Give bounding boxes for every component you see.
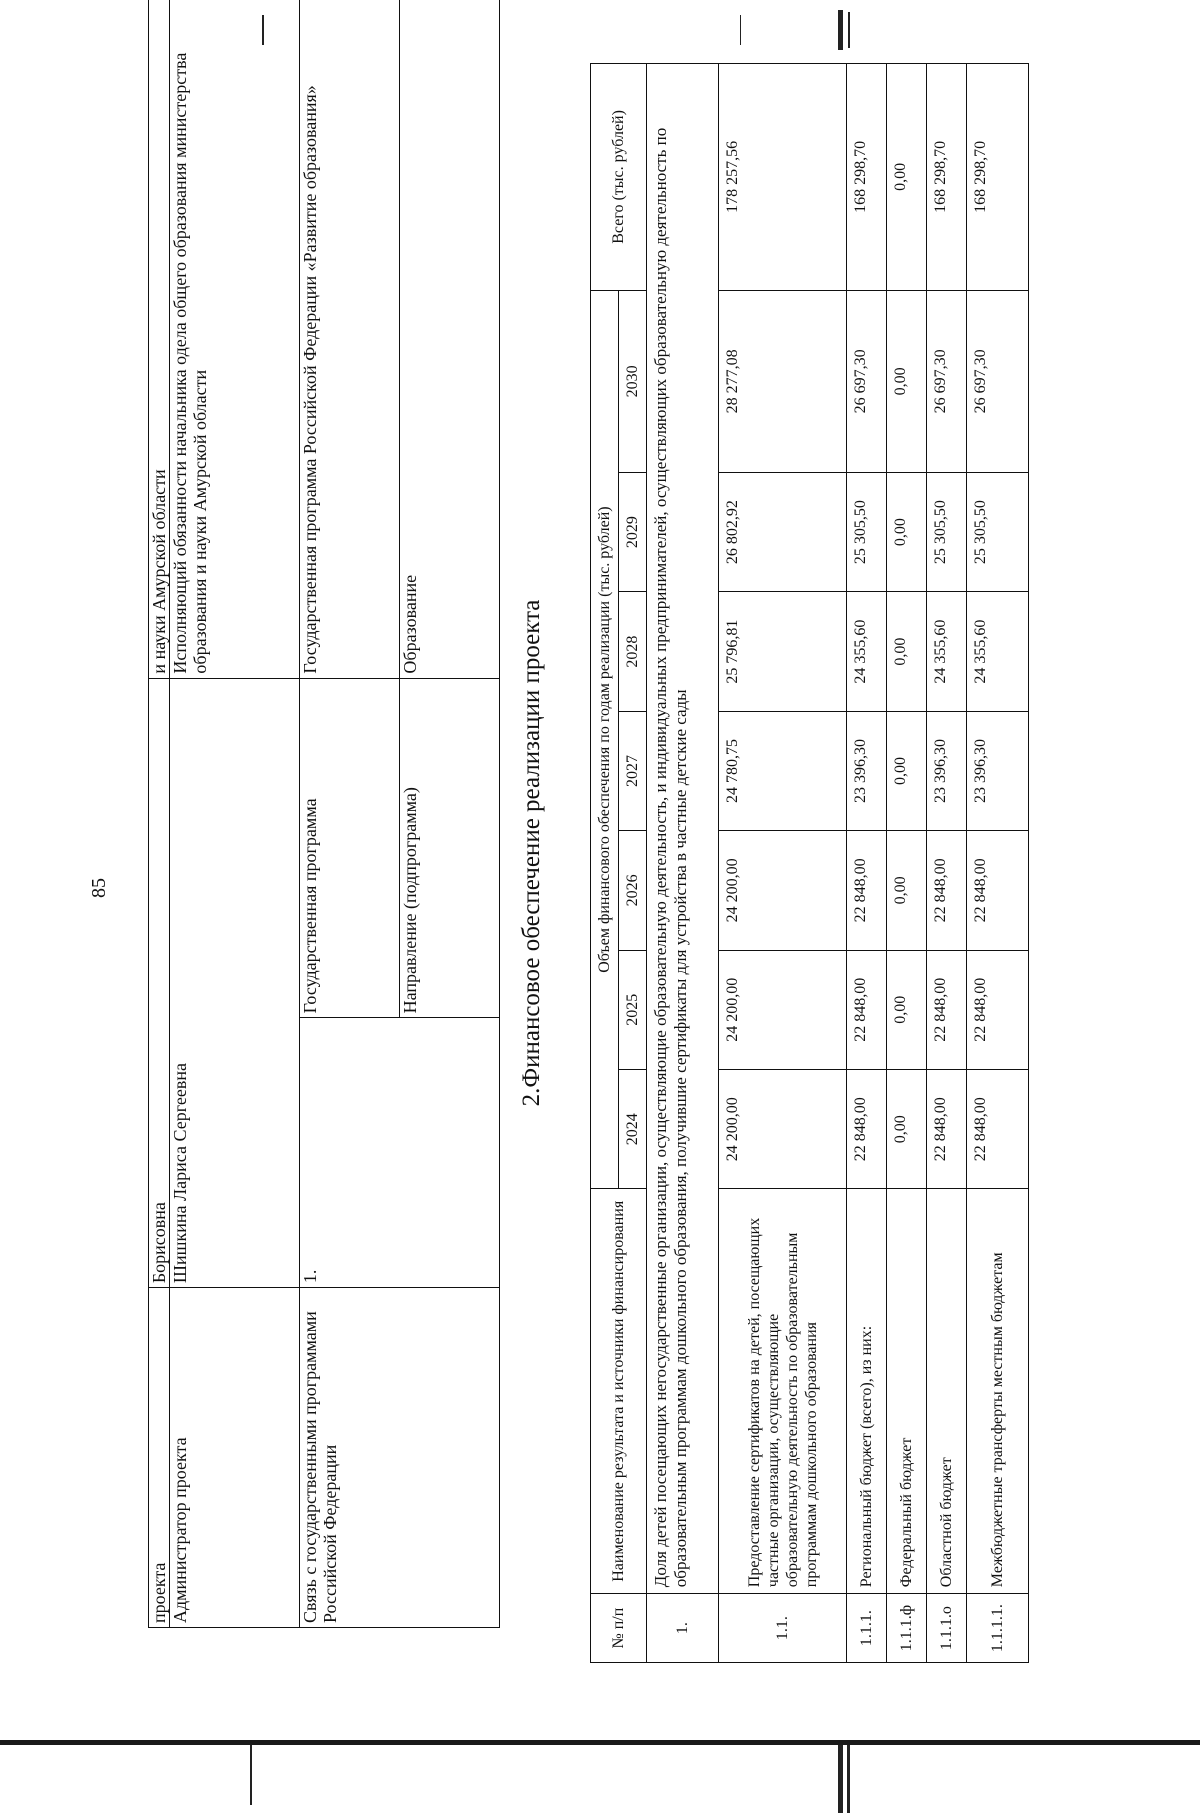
page-number: 85 — [88, 878, 110, 898]
info-role: и науки Амурской области — [149, 0, 170, 678]
header-volume: Объем финансового обеспечения по годам реализации (тыс. рублей) — [591, 290, 619, 1189]
row-value: 0,00 — [887, 1069, 927, 1188]
row-value: 0,00 — [887, 950, 927, 1069]
row-value: 22 848,00 — [927, 950, 967, 1069]
row-value: 24 355,60 — [967, 592, 1029, 711]
row-value: 26 697,30 — [847, 290, 887, 472]
table-row — [847, 64, 887, 1663]
row-value: 22 848,00 — [967, 831, 1029, 950]
row-no: 1.1.1. — [847, 1594, 887, 1663]
row-value: 24 200,00 — [719, 1069, 847, 1188]
row-value: 22 848,00 — [847, 1069, 887, 1188]
table-row — [927, 64, 967, 1663]
table-row — [967, 64, 1029, 1663]
row-value: 24 780,75 — [719, 711, 847, 830]
section-row — [647, 64, 719, 1663]
year-header: 2028 — [619, 592, 647, 711]
info-role: Исполняющий обязанности начальника одела общего образования министерства образования и науки Амурской области — [170, 0, 300, 678]
table-row — [149, 0, 170, 1628]
row-value: 22 848,00 — [967, 1069, 1029, 1188]
row-value: 23 396,30 — [927, 711, 967, 830]
row-value: 24 200,00 — [719, 831, 847, 950]
direction-value: Образование — [400, 0, 500, 678]
row-value: 23 396,30 — [847, 711, 887, 830]
row-no: 1.1.1.о — [927, 1594, 967, 1663]
row-no: 1.1.1.1. — [967, 1594, 1029, 1663]
row-value: 22 848,00 — [847, 950, 887, 1069]
info-name: Борисовна — [149, 678, 170, 1288]
header-row — [591, 64, 619, 1663]
row-value: 23 396,30 — [967, 711, 1029, 830]
direction-label: Направление (подпрограмма) — [400, 678, 500, 1018]
row-total: 168 298,70 — [927, 64, 967, 291]
row-value: 22 848,00 — [967, 950, 1029, 1069]
row-value: 26 697,30 — [967, 290, 1029, 472]
row-name: Межбюджетные трансферты местным бюджетам — [967, 1189, 1029, 1594]
row-total: 168 298,70 — [847, 64, 887, 291]
row-value: 0,00 — [887, 472, 927, 591]
row-value: 28 277,08 — [719, 290, 847, 472]
row-total: 0,00 — [887, 64, 927, 291]
table-row — [300, 0, 400, 1628]
row-value: 22 848,00 — [927, 831, 967, 950]
row-value: 25 796,81 — [719, 592, 847, 711]
info-label: проекта — [149, 1288, 170, 1628]
row-value: 24 200,00 — [719, 950, 847, 1069]
header-name: Наименование результата и источники финансирования — [591, 1189, 647, 1594]
row-value: 26 697,30 — [927, 290, 967, 472]
row-total: 168 298,70 — [967, 64, 1029, 291]
table-row — [170, 0, 300, 1628]
info-name: Шишкина Лариса Сергеевна — [170, 678, 300, 1288]
row-value: 24 355,60 — [927, 592, 967, 711]
table-row — [719, 64, 847, 1663]
header-no: № п/п — [591, 1594, 647, 1663]
project-info-table — [148, 0, 500, 1628]
year-header: 2030 — [619, 290, 647, 472]
row-value: 25 305,50 — [847, 472, 887, 591]
program-label: Государственная программа — [300, 678, 400, 1018]
finance-table — [590, 63, 1029, 1663]
row-no: 1. — [647, 1594, 719, 1663]
header-total: Всего (тыс. рублей) — [591, 64, 647, 291]
year-header: 2027 — [619, 711, 647, 830]
row-no: 1.1. — [719, 1594, 847, 1663]
row-value: 24 355,60 — [847, 592, 887, 711]
row-name: Областной бюджет — [927, 1189, 967, 1594]
year-header: 2026 — [619, 831, 647, 950]
row-value: 0,00 — [887, 592, 927, 711]
table-row — [887, 64, 927, 1663]
row-total: 178 257,56 — [719, 64, 847, 291]
year-header: 2025 — [619, 950, 647, 1069]
section-title: 2.Финансовое обеспечение реализации проекта — [518, 599, 545, 1107]
section-text: Доля детей посещающих негосударственные организации, осуществляющие образовательную деятельность, и индивидуальных предпринимателей, осуществляющих образовательную деятельность по образовательным программам дошкольного образования, получившие сертификаты для устройства в частные детские сады — [647, 64, 719, 1594]
row-value: 26 802,92 — [719, 472, 847, 591]
row-value: 25 305,50 — [967, 472, 1029, 591]
year-header: 2029 — [619, 472, 647, 591]
row-value: 22 848,00 — [847, 831, 887, 950]
link-label: Связь с государственными программами Российской Федерации — [300, 1288, 500, 1628]
row-value: 0,00 — [887, 831, 927, 950]
year-header: 2024 — [619, 1069, 647, 1188]
row-name: Предоставление сертификатов на детей, посещающих частные организации, осуществляющие образовательную деятельность по образовательным программам дошкольного образования — [719, 1189, 847, 1594]
row-value: 0,00 — [887, 711, 927, 830]
row-name: Региональный бюджет (всего), из них: — [847, 1189, 887, 1594]
info-label: Администратор проекта — [170, 1288, 300, 1628]
link-number: 1. — [300, 1018, 500, 1288]
row-value: 25 305,50 — [927, 472, 967, 591]
row-value: 22 848,00 — [927, 1069, 967, 1188]
program-value: Государственная программа Российской Федерации «Развитие образования» — [300, 0, 400, 678]
row-name: Федеральный бюджет — [887, 1189, 927, 1594]
row-no: 1.1.1.ф — [887, 1594, 927, 1663]
row-value: 0,00 — [887, 290, 927, 472]
